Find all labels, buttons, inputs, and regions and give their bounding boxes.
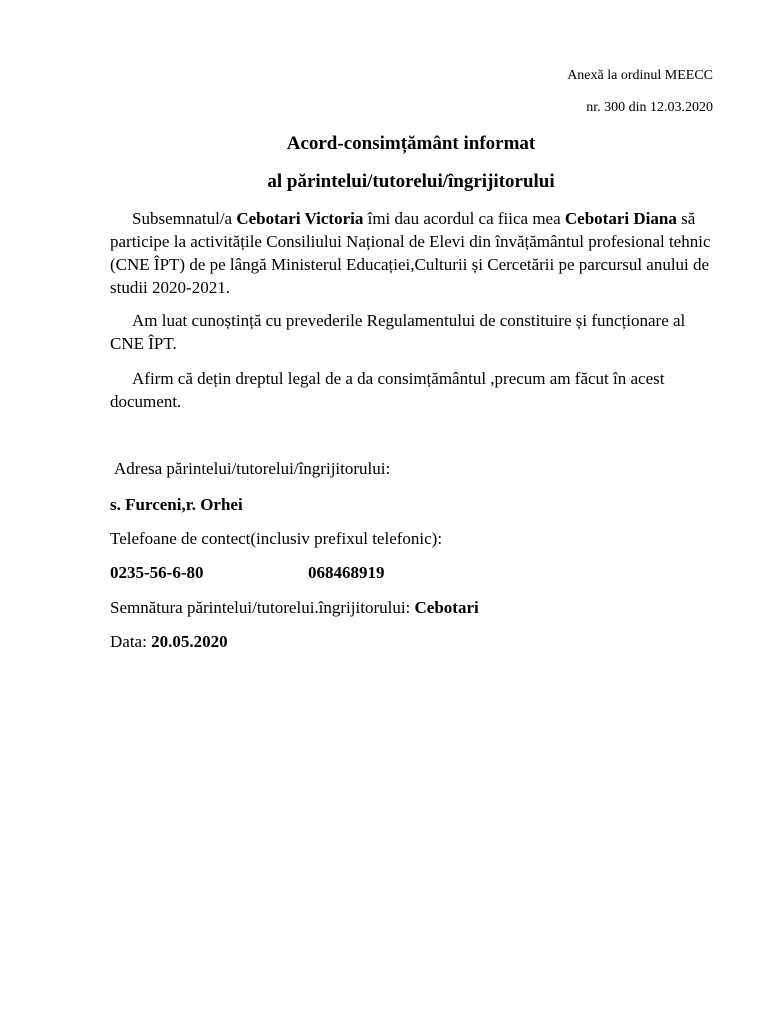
date-label: Data: <box>110 632 147 651</box>
consent-text-end: să participe la activitățile Consiliului Național de Elevi din învățământul profesional tehnic (CNE ÎPT) de pe lângă Ministerul Educației,Culturii și Cercetării pe parcursul anului de studii 2020-2021. <box>110 209 711 297</box>
annex-reference: Anexă la ordinul MEECC <box>567 68 713 83</box>
consent-text-start: Subsemnatul/a <box>132 209 237 228</box>
date-line <box>110 630 228 653</box>
legal-right-paragraph: Afirm că dețin dreptul legal de a da consimțământul ,precum am făcut în acest document. <box>110 369 665 411</box>
signature-label: Semnătura părintelui/tutorelui.îngrijitorului: <box>110 598 411 617</box>
document-title: Acord-consimțământ informat <box>286 133 536 154</box>
address-label: Adresa părintelui/tutorelui/îngrijitorului: <box>114 459 391 478</box>
regulation-paragraph: Am luat cunoștință cu prevederile Regulamentului de constituire și funcționare al CNE ÎPT. <box>110 311 686 353</box>
phone-mobile: 068468919 <box>308 563 385 582</box>
document-subtitle: al părintelui/tutorelui/îngrijitorului <box>267 171 555 192</box>
address-value: s. Furceni,r. Orhei <box>110 495 243 514</box>
child-name: Cebotari Diana <box>564 209 677 228</box>
phone-landline: 0235-56-6-80 <box>110 563 204 582</box>
signature-line <box>110 596 479 619</box>
order-number: nr. 300 din 12.03.2020 <box>586 100 713 115</box>
phones-label: Telefoane de contect(inclusiv prefixul telefonic): <box>110 529 443 548</box>
signature-value: Cebotari <box>414 598 479 617</box>
date-value: 20.05.2020 <box>151 632 228 651</box>
parent-name: Cebotari Victoria <box>236 209 364 228</box>
consent-paragraph <box>110 207 712 299</box>
consent-text-middle: îmi dau acordul ca fiica mea <box>363 209 565 228</box>
